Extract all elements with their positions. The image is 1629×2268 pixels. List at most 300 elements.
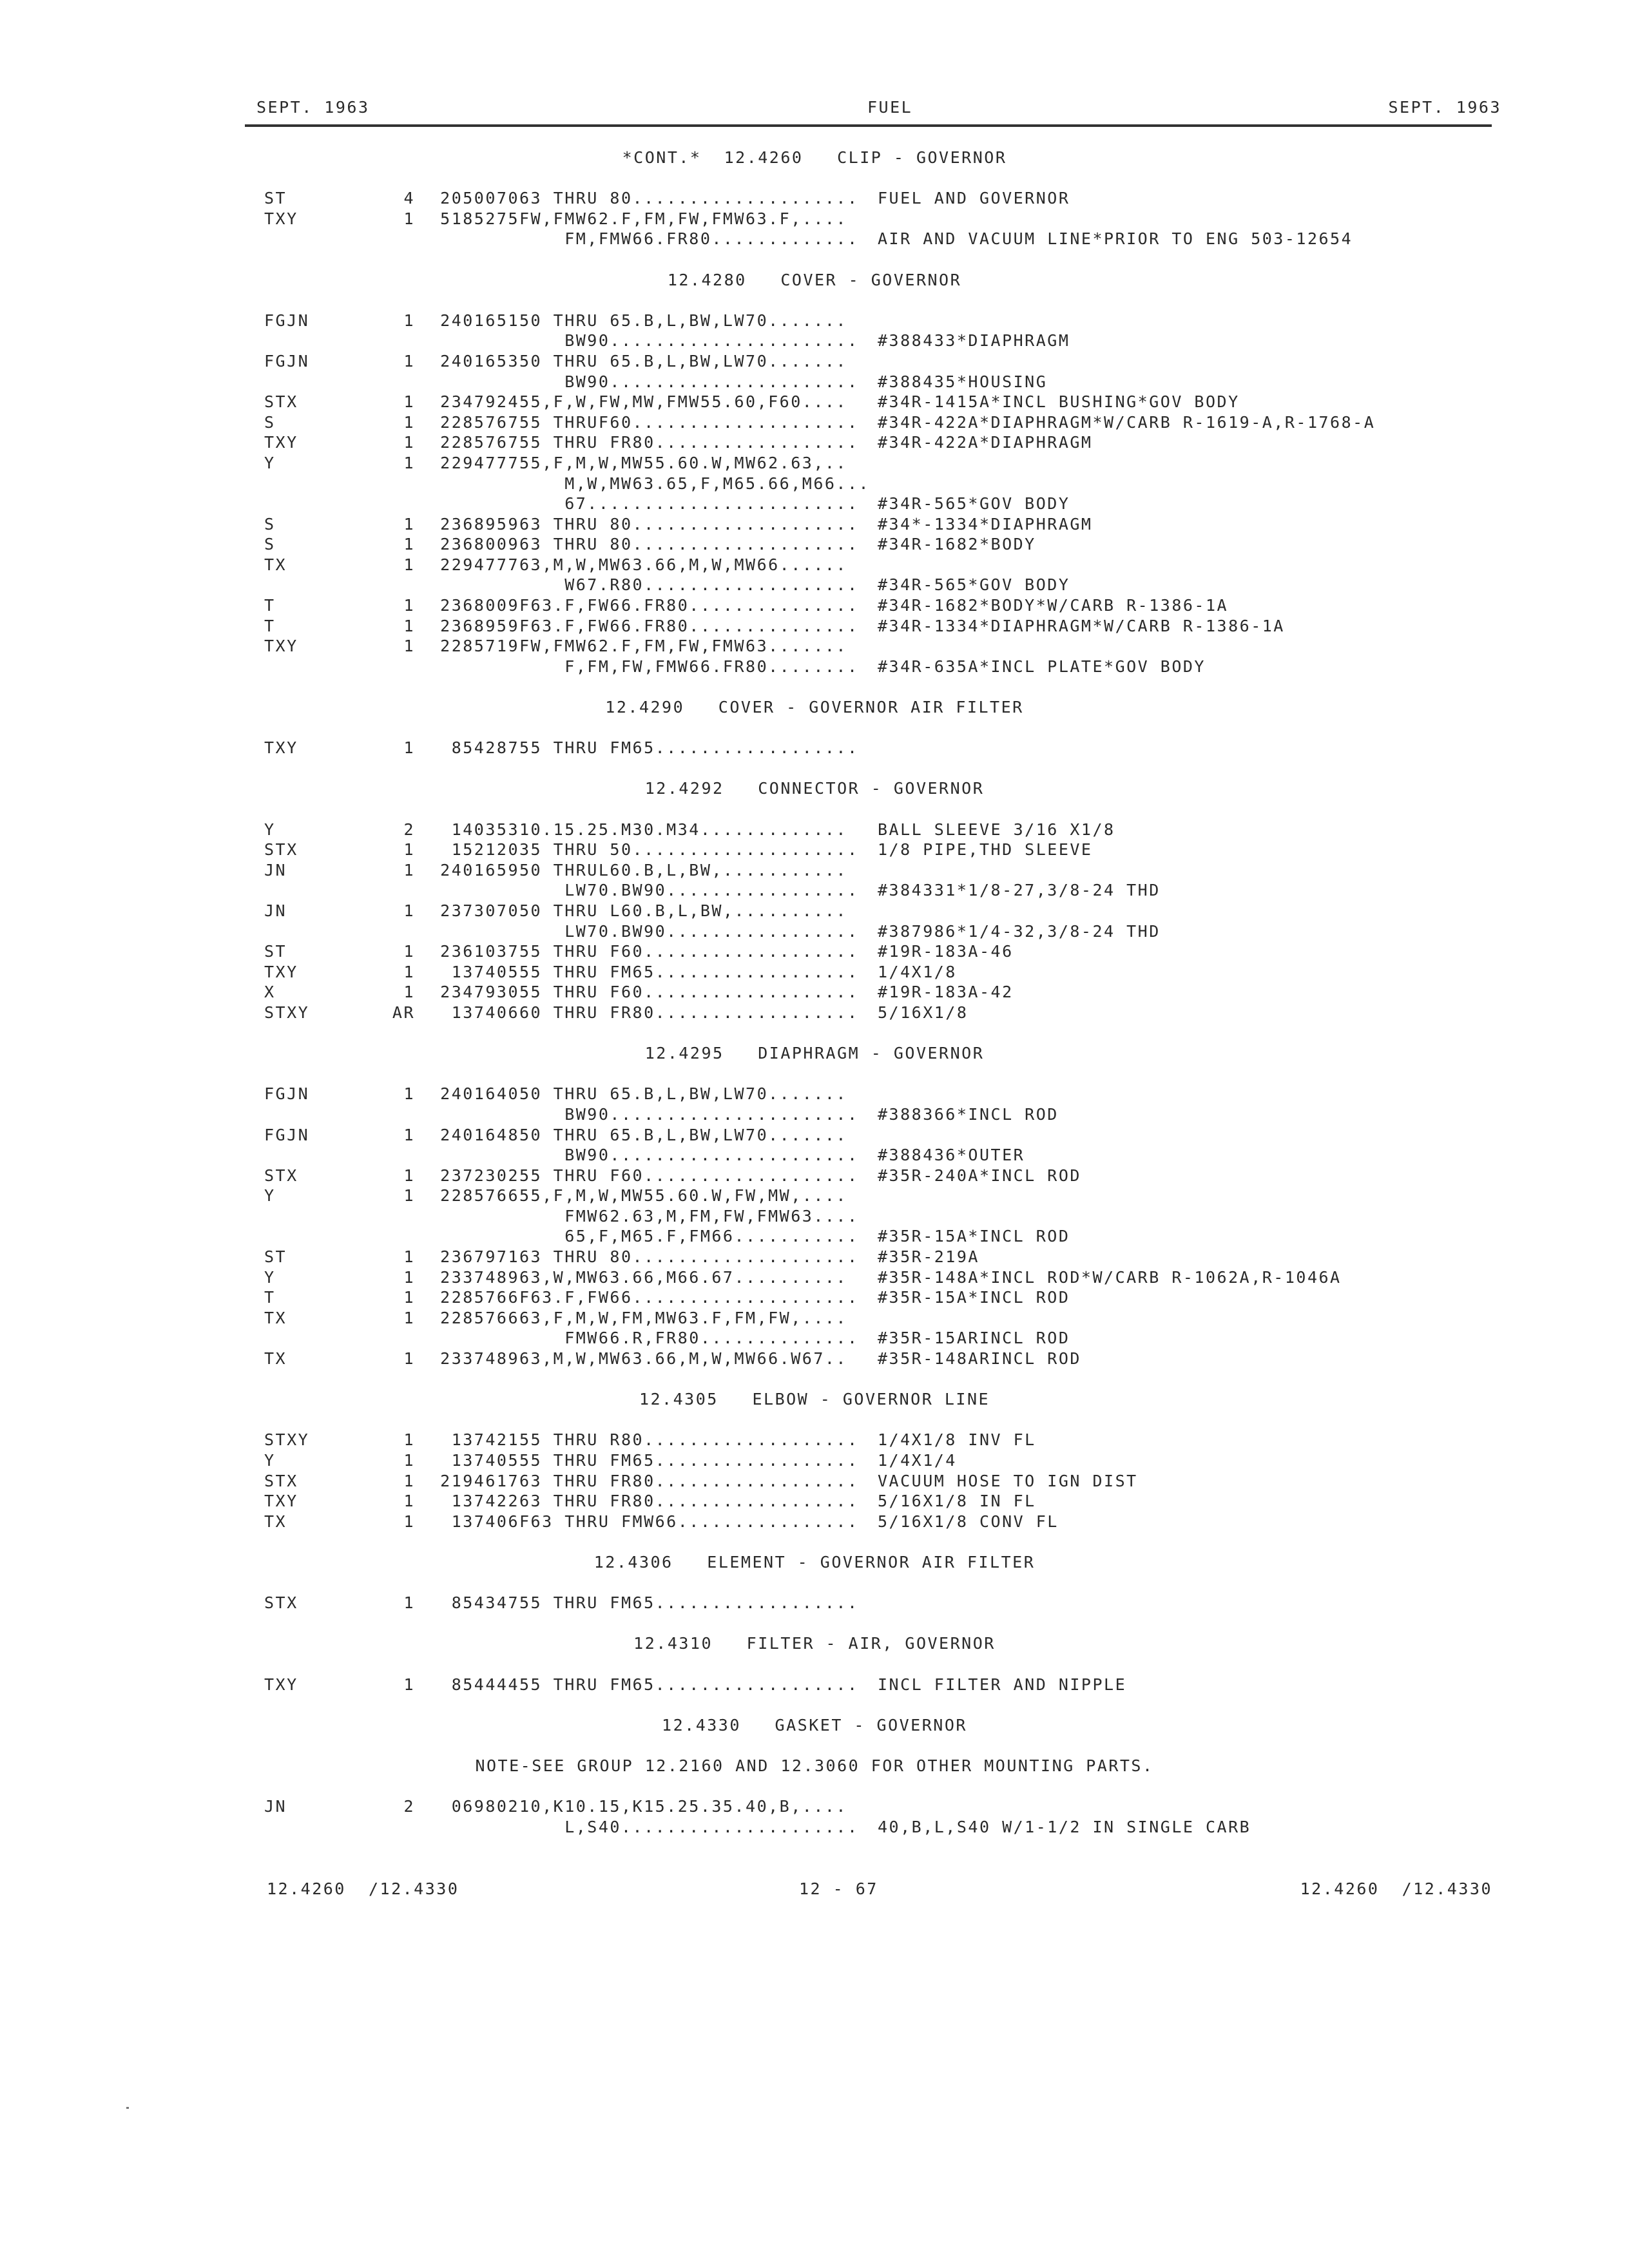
entry-line (0, 209, 1629, 230)
entry-line (0, 352, 1629, 372)
part-entry (0, 1451, 1629, 1472)
application-description: F,FM,FW,FMW66.FR80........ (519, 657, 859, 676)
part-number: 2337489 (440, 1267, 519, 1287)
part-number: 140353 (451, 820, 519, 839)
part-remarks: #35R-240A*INCL ROD (878, 1166, 1081, 1185)
part-remarks: 1/4X1/4 (878, 1451, 957, 1470)
model-codes: TXY (264, 1675, 298, 1694)
application-description: 35 THRU 50.................... (519, 840, 859, 860)
part-remarks: 5/16X1/8 CONV FL (878, 1512, 1059, 1531)
section-spacer (0, 1370, 1629, 1390)
page-header (0, 98, 1629, 124)
section-heading: 12.4280 COVER - GOVERNOR (667, 270, 962, 289)
part-entry (0, 1472, 1629, 1492)
model-codes: STX (264, 840, 298, 860)
quantity: 2 (403, 820, 415, 839)
section-heading: *CONT.* 12.4260 CLIP - GOVERNOR (622, 148, 1007, 167)
application-description: FM,FMW66.FR80............. (519, 229, 859, 249)
section-spacer (0, 250, 1629, 271)
quantity: 1 (403, 535, 415, 554)
model-codes: S (264, 412, 276, 432)
part-remarks: BALL SLEEVE 3/16 X1/8 (878, 820, 1115, 839)
model-codes: STXY (264, 1003, 310, 1022)
section-spacer (0, 1064, 1629, 1085)
quantity: AR (392, 1003, 415, 1022)
application-description: 55 THRU FM65.................. (519, 738, 859, 758)
entry-line (0, 840, 1629, 861)
model-codes: T (264, 596, 276, 615)
quantity: 1 (403, 311, 415, 330)
model-codes: Y (264, 1186, 276, 1206)
application-description: M,W,MW63.65,F,M65.66,M66... (519, 474, 871, 493)
quantity: 1 (403, 1247, 415, 1267)
application-description: 55 THRU FM65.................. (519, 1593, 859, 1613)
model-codes: STX (264, 1471, 298, 1490)
quantity: 1 (403, 555, 415, 574)
application-description: FMW62.63,M,FM,FW,FMW63.... (519, 1206, 859, 1225)
application-description: 55 THRUF60.................... (519, 412, 859, 432)
entry-line (0, 1492, 1629, 1512)
application-description: 55 THRU F60................... (519, 1166, 859, 1185)
part-number: 152120 (451, 840, 519, 860)
model-codes: TXY (264, 637, 298, 656)
application-description: 55,F,W,FW,MW,FMW55.60,F60.... (519, 392, 847, 412)
application-description: 63 THRU 80.................... (519, 189, 859, 208)
entry-line (0, 575, 1629, 596)
application-description: 50 THRU L60.B,L,BW,.......... (519, 901, 847, 920)
part-remarks: #35R-148ARINCL ROD (878, 1349, 1081, 1369)
section-note-line (0, 1756, 1629, 1777)
part-number: 2347930 (440, 983, 519, 1002)
quantity: 1 (403, 433, 415, 452)
part-remarks: #388366*INCL ROD (878, 1104, 1059, 1124)
header-rule (245, 124, 1492, 127)
part-entry (0, 840, 1629, 861)
entry-line (0, 1797, 1629, 1818)
part-entry (0, 413, 1629, 434)
application-description: 63,F,M,W,FM,MW63.F,FM,FW,.... (519, 1308, 847, 1327)
quantity: 1 (403, 1675, 415, 1694)
part-number: 137406 (451, 1003, 519, 1022)
part-remarks: #388436*OUTER (878, 1146, 1025, 1165)
part-entry (0, 617, 1629, 637)
entry-line (0, 1818, 1629, 1838)
part-entry (0, 1186, 1629, 1247)
part-remarks: #19R-183A-42 (878, 983, 1014, 1002)
part-entry (0, 901, 1629, 942)
quantity: 4 (403, 189, 415, 208)
part-entry (0, 1003, 1629, 1024)
model-codes: TXY (264, 209, 298, 228)
section-heading-line (0, 148, 1629, 169)
entry-line (0, 229, 1629, 250)
entry-line (0, 392, 1629, 413)
application-description: BW90...................... (519, 1104, 859, 1124)
entry-line (0, 1329, 1629, 1349)
part-number: 2347924 (440, 392, 519, 412)
part-remarks: #34R-635A*INCL PLATE*GOV BODY (878, 657, 1206, 676)
part-remarks: 1/4X1/8 INV FL (878, 1430, 1036, 1450)
model-codes: TXY (264, 738, 298, 758)
part-entry (0, 1247, 1629, 1268)
application-description: 55,F,M,W,MW55.60.W,FW,MW,.... (519, 1186, 847, 1206)
quantity: 1 (403, 962, 415, 981)
application-description: 63 THRU 80.................... (519, 535, 859, 554)
entry-line (0, 1675, 1629, 1696)
entry-line (0, 1105, 1629, 1126)
part-entry (0, 1492, 1629, 1512)
part-entry (0, 1512, 1629, 1533)
section-spacer (0, 1532, 1629, 1553)
part-entry (0, 983, 1629, 1003)
part-remarks: #388435*HOUSING (878, 372, 1048, 391)
part-remarks: #34R-565*GOV BODY (878, 494, 1070, 514)
application-description: 10.15.25.M30.M34............. (519, 820, 847, 839)
header-date-left: SEPT. 1963 (256, 98, 370, 117)
part-entry (0, 1084, 1629, 1125)
application-description: BW90...................... (519, 1146, 859, 1165)
section-spacer (0, 169, 1629, 189)
part-number: 2285767 (440, 412, 519, 432)
entry-line (0, 922, 1629, 943)
part-remarks: #34R-1334*DIAPHRAGM*W/CARB R-1386-1A (878, 616, 1285, 635)
application-description: 63 THRU FR80.................. (519, 1492, 859, 1511)
entry-line (0, 1227, 1629, 1247)
part-remarks: #34R-1682*BODY*W/CARB R-1386-1A (878, 596, 1229, 615)
entry-line (0, 963, 1629, 983)
part-entry (0, 535, 1629, 555)
section-heading: 12.4295 DIAPHRAGM - GOVERNOR (644, 1044, 985, 1063)
entry-line (0, 1593, 1629, 1614)
part-number: 137405 (451, 1451, 519, 1470)
application-description: 63 THRU 80.................... (519, 1247, 859, 1267)
section-heading: 12.4306 ELEMENT - GOVERNOR AIR FILTER (593, 1552, 1036, 1571)
model-codes: TXY (264, 433, 298, 452)
part-number: 2368959 (440, 616, 519, 635)
model-codes: TX (264, 555, 287, 574)
model-codes: ST (264, 942, 287, 961)
part-remarks: INCL FILTER AND NIPPLE (878, 1675, 1127, 1694)
application-description: 55,F,M,W,MW55.60.W,MW62.63,.. (519, 453, 847, 472)
section-spacer (0, 291, 1629, 311)
entry-line (0, 983, 1629, 1003)
quantity: 1 (403, 209, 415, 228)
part-remarks: #19R-183A-46 (878, 942, 1014, 961)
part-entry (0, 311, 1629, 352)
part-remarks: #34R-565*GOV BODY (878, 575, 1070, 595)
quantity: 1 (403, 1349, 415, 1369)
entry-line (0, 1472, 1629, 1492)
application-description: 55 THRU FM65.................. (519, 1451, 859, 1470)
entry-line (0, 637, 1629, 657)
model-codes: JN (264, 901, 287, 920)
catalog-section (0, 1716, 1629, 1838)
section-spacer (0, 1573, 1629, 1594)
model-codes: Y (264, 1267, 276, 1287)
part-entry (0, 738, 1629, 759)
part-entry (0, 1349, 1629, 1370)
application-description: 63,W,MW63.66,M66.67.......... (519, 1267, 847, 1287)
part-number: 2285766 (440, 1308, 519, 1327)
part-number: 2361037 (440, 942, 519, 961)
application-description: 10,K10.15,K15.25.35.40,B,.... (519, 1797, 847, 1816)
application-description: F63 THRU FMW66................ (519, 1512, 859, 1531)
part-remarks: #35R-15A*INCL ROD (878, 1288, 1070, 1307)
application-description: F63.F,FW66.FR80............... (519, 596, 859, 615)
entry-line (0, 535, 1629, 555)
part-remarks: #35R-219A (878, 1247, 979, 1267)
section-heading-line (0, 1044, 1629, 1064)
entry-line (0, 901, 1629, 922)
application-description: F63.F,FW66.................... (519, 1288, 859, 1307)
part-number: 854444 (451, 1675, 519, 1694)
quantity: 1 (403, 840, 415, 860)
application-description: 63 THRU 80.................... (519, 514, 859, 533)
model-codes: STX (264, 1166, 298, 1185)
part-number: 137422 (451, 1492, 519, 1511)
page-number: 12 - 67 (799, 1879, 878, 1898)
application-description: F63.F,FW66.FR80............... (519, 616, 859, 635)
part-number: 2401648 (440, 1125, 519, 1144)
part-remarks: #34R-1415A*INCL BUSHING*GOV BODY (878, 392, 1240, 412)
part-number: 2401659 (440, 860, 519, 879)
entry-line (0, 1451, 1629, 1472)
entry-line (0, 1003, 1629, 1024)
part-number: 2368009 (440, 596, 519, 615)
catalog-section (0, 779, 1629, 1044)
quantity: 1 (403, 351, 415, 370)
section-spacer (0, 1736, 1629, 1756)
application-description: 50 THRUL60.B,L,BW,........... (519, 860, 847, 879)
part-remarks: #34R-1682*BODY (878, 535, 1036, 554)
application-description: BW90...................... (519, 331, 859, 351)
quantity: 1 (403, 1308, 415, 1327)
entry-line (0, 372, 1629, 393)
model-codes: TX (264, 1308, 287, 1327)
entry-line (0, 494, 1629, 515)
part-entry (0, 1288, 1629, 1309)
model-codes: STX (264, 1593, 298, 1613)
model-codes: TXY (264, 1492, 298, 1511)
part-remarks: VACUUM HOSE TO IGN DIST (878, 1471, 1138, 1490)
application-description: 50 THRU 65.B,L,BW,LW70....... (519, 351, 847, 370)
entry-line (0, 433, 1629, 454)
part-number: 2285719 (440, 637, 519, 656)
section-spacer (0, 1695, 1629, 1716)
quantity: 1 (403, 1125, 415, 1144)
section-heading: 12.4290 COVER - GOVERNOR AIR FILTER (605, 698, 1024, 717)
section-heading: 12.4292 CONNECTOR - GOVERNOR (644, 779, 985, 798)
model-codes: X (264, 983, 276, 1002)
entry-line (0, 1207, 1629, 1227)
quantity: 1 (403, 453, 415, 472)
catalog-section (0, 1553, 1629, 1634)
part-number: 137405 (451, 962, 519, 981)
catalog-section (0, 698, 1629, 779)
part-number: 2337489 (440, 1349, 519, 1369)
quantity: 1 (403, 1593, 415, 1613)
catalog-section (0, 271, 1629, 698)
application-description: L,S40..................... (519, 1817, 859, 1836)
part-entry (0, 596, 1629, 617)
part-entry (0, 454, 1629, 515)
header-date-right: SEPT. 1963 (1388, 98, 1501, 117)
application-description: 63,M,W,MW63.66,M,W,MW66.W67.. (519, 1349, 847, 1369)
quantity: 1 (403, 901, 415, 920)
part-entry (0, 1675, 1629, 1696)
part-number: 2368959 (440, 514, 519, 533)
section-heading-line (0, 1634, 1629, 1655)
entry-line (0, 1268, 1629, 1289)
entry-line (0, 1430, 1629, 1451)
part-entry (0, 209, 1629, 250)
section-spacer (0, 759, 1629, 780)
catalog-section (0, 148, 1629, 271)
part-number: 137406 (451, 1512, 519, 1531)
section-spacer (0, 1777, 1629, 1798)
application-description: 50 THRU 65.B,L,BW,LW70....... (519, 311, 847, 330)
part-number: 2372302 (440, 1166, 519, 1185)
section-heading-line (0, 271, 1629, 291)
application-description: 60 THRU FR80.................. (519, 1003, 859, 1022)
part-number: 2401653 (440, 351, 519, 370)
section-spacer (0, 1410, 1629, 1431)
entry-line (0, 1512, 1629, 1533)
quantity: 2 (403, 1797, 415, 1816)
application-description: 50 THRU 65.B,L,BW,LW70....... (519, 1125, 847, 1144)
part-remarks: 5/16X1/8 IN FL (878, 1492, 1036, 1511)
part-entry (0, 555, 1629, 596)
part-entry (0, 820, 1629, 841)
model-codes: FGJN (264, 351, 310, 370)
part-number: 2050070 (440, 189, 519, 208)
quantity: 1 (403, 1288, 415, 1307)
part-remarks: #384331*1/8-27,3/8-24 THD (878, 881, 1161, 900)
part-number: 137421 (451, 1430, 519, 1450)
part-number: 5185275 (440, 209, 519, 228)
quantity: 1 (403, 942, 415, 961)
quantity: 1 (403, 1430, 415, 1450)
entry-line (0, 454, 1629, 474)
model-codes: S (264, 514, 276, 533)
section-spacer (0, 800, 1629, 820)
part-entry (0, 1430, 1629, 1451)
application-description: 55 THRU FM65.................. (519, 962, 859, 981)
part-entry (0, 637, 1629, 677)
section-heading-line (0, 698, 1629, 718)
section-heading-line (0, 1390, 1629, 1410)
part-number: 2285766 (440, 1186, 519, 1206)
part-remarks: AIR AND VACUUM LINE*PRIOR TO ENG 503-12654 (878, 229, 1353, 249)
section-note: NOTE-SEE GROUP 12.2160 AND 12.3060 FOR OTHER MOUNTING PARTS. (475, 1756, 1154, 1775)
part-number: 2367971 (440, 1247, 519, 1267)
section-heading-line (0, 1553, 1629, 1573)
application-description: 55 THRU F60................... (519, 983, 859, 1002)
part-remarks: #35R-148A*INCL ROD*W/CARB R-1062A,R-1046A (878, 1267, 1342, 1287)
entry-line (0, 738, 1629, 759)
entry-line (0, 1247, 1629, 1268)
entry-line (0, 1166, 1629, 1187)
entry-line (0, 657, 1629, 678)
part-number: 854347 (451, 1593, 519, 1613)
entry-line (0, 820, 1629, 841)
section-heading: 12.4310 FILTER - AIR, GOVERNOR (633, 1634, 996, 1653)
part-number: 2294777 (440, 453, 519, 472)
model-codes: Y (264, 453, 276, 472)
part-number: 2294777 (440, 555, 519, 574)
section-heading: 12.4305 ELBOW - GOVERNOR LINE (639, 1390, 990, 1409)
entry-line (0, 1186, 1629, 1207)
quantity: 1 (403, 1512, 415, 1531)
model-codes: TX (264, 1512, 287, 1531)
model-codes: JN (264, 1797, 287, 1816)
model-codes: FGJN (264, 1084, 310, 1104)
entry-line (0, 331, 1629, 352)
quantity: 1 (403, 514, 415, 533)
application-description: BW90...................... (519, 372, 859, 391)
quantity: 1 (403, 392, 415, 412)
part-number: 2368009 (440, 535, 519, 554)
application-description: 55 THRU FR80.................. (519, 433, 859, 452)
quantity: 1 (403, 1084, 415, 1104)
application-description: 63,M,W,MW63.66,M,W,MW66...... (519, 555, 847, 574)
part-entry (0, 392, 1629, 413)
section-spacer (0, 677, 1629, 698)
entry-line (0, 189, 1629, 209)
quantity: 1 (403, 860, 415, 879)
part-entry (0, 1797, 1629, 1838)
model-codes: Y (264, 1451, 276, 1470)
application-description: 55 THRU FM65.................. (519, 1675, 859, 1694)
quantity: 1 (403, 596, 415, 615)
part-entry (0, 352, 1629, 392)
model-codes: S (264, 535, 276, 554)
entry-line (0, 474, 1629, 495)
header-title: FUEL (867, 98, 913, 117)
application-description: 50 THRU 65.B,L,BW,LW70....... (519, 1084, 847, 1104)
entry-line (0, 617, 1629, 637)
quantity: 1 (403, 1267, 415, 1287)
part-entry (0, 189, 1629, 209)
footer-range-right: 12.4260 /12.4330 (1300, 1879, 1492, 1898)
quantity: 1 (403, 412, 415, 432)
application-description: W67.R80................... (519, 575, 859, 595)
entry-line (0, 861, 1629, 881)
entry-line (0, 515, 1629, 535)
application-description: FMW66.R,FR80.............. (519, 1329, 859, 1348)
entry-line (0, 1126, 1629, 1146)
model-codes: TXY (264, 962, 298, 981)
part-entry (0, 1166, 1629, 1187)
application-description: 67........................ (519, 494, 859, 514)
section-heading: 12.4330 GASKET - GOVERNOR (662, 1715, 967, 1735)
part-remarks: #388433*DIAPHRAGM (878, 331, 1070, 351)
part-number: 069802 (451, 1797, 519, 1816)
part-number: 2285766 (440, 1288, 519, 1307)
scan-speck (126, 2107, 129, 2109)
model-codes: FGJN (264, 311, 310, 330)
application-description: FW,FMW62.F,FM,FW,FMW63....... (519, 637, 847, 656)
model-codes: FGJN (264, 1125, 310, 1144)
section-spacer (0, 718, 1629, 739)
model-codes: T (264, 616, 276, 635)
part-remarks: #387986*1/4-32,3/8-24 THD (878, 921, 1161, 941)
model-codes: T (264, 1288, 276, 1307)
application-description: FW,FMW62.F,FM,FW,FMW63.F,.... (519, 209, 847, 228)
part-entry (0, 942, 1629, 963)
section-spacer (0, 1024, 1629, 1044)
part-remarks: #34*-1334*DIAPHRAGM (878, 514, 1093, 533)
